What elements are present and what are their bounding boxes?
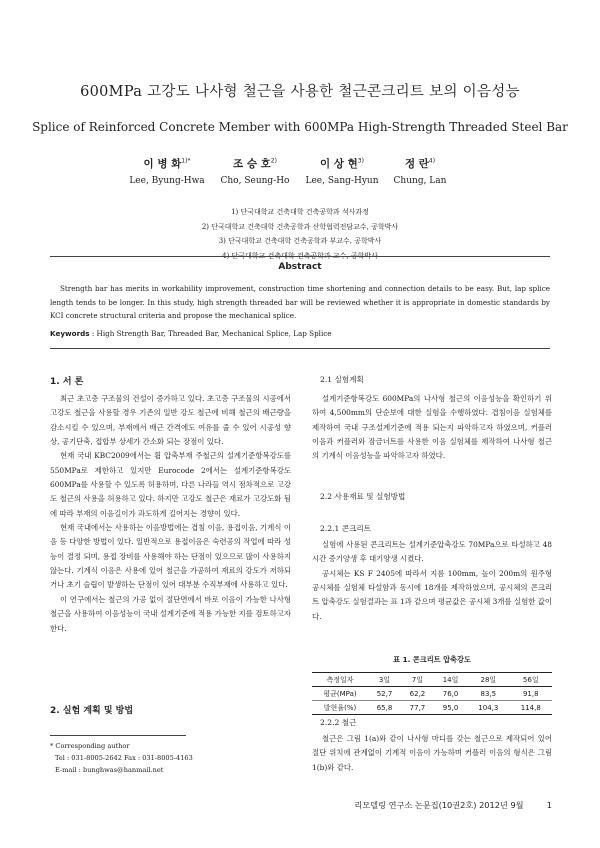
table-cell: 114,8 <box>510 701 552 715</box>
author-1-name-en: Lee, Byung-Hwa <box>129 176 205 186</box>
subsection-2-1-paragraph: 설계기준항복강도 600MPa의 나사형 철근의 이음성능을 확인하기 위하여 4,500mm의 단순보에 대한 실험을 수행하였다. 겹침이음 실험체를 제작하여 국내 구조설계기준에 적용 되는지 파악하고자 하였으며, 커플러 이음과 커플러와 잠금너트를 사용한 이음 실험체를 제작하여 나사형 철근의 기계식 이음성능을 파악하고자 하였다. <box>312 394 552 461</box>
keywords-text: : High Strength Bar, Threaded Bar, Mechanical Splice, Lap Splice <box>89 329 332 338</box>
table-row <box>312 687 552 701</box>
table-header-row <box>312 673 552 687</box>
abstract-heading: Abstract <box>278 262 322 272</box>
table-row <box>312 701 552 715</box>
subsection-2-2-2-heading: 2.2.2 철근 <box>320 718 357 727</box>
footnote <box>50 740 290 776</box>
affiliation-1: 1) 단국대학교 건축대학 건축공학과 석사과정 <box>231 208 369 216</box>
author-3-name-en: Lee, Sang-Hyun <box>305 176 379 186</box>
table-cell: 91,8 <box>510 687 552 701</box>
table-cell: 평균(MPa) <box>312 687 368 701</box>
subsection-2-2-1-heading: 2.2.1 콘크리트 <box>320 524 372 533</box>
author-3-mark: 3) <box>357 157 364 165</box>
subsection-2-2-2-paragraph: 철근은 그림 1(a)와 같이 나사형 마디를 갖는 철근으로 제작되어 있어 절단 위치에 관계없이 기계적 이음이 가능하며 커플러 이음의 형식은 그림 1(b)와 같다. <box>312 734 552 772</box>
table-cell: 83,5 <box>467 687 509 701</box>
table-cell: 77,7 <box>401 701 434 715</box>
section-2-heading: 2. 실험 계획 및 방법 <box>50 706 134 716</box>
subsection-2-1-heading: 2.1 실험계획 <box>320 375 364 384</box>
keywords <box>50 329 550 338</box>
table-cell: 65,8 <box>368 701 401 715</box>
subsection-2-2-1-paragraph: 실험에 사용된 콘크리트는 설계기준압축강도 70MPa으로 타설하고 48시간 증기양생 후 대기양생 시켰다. <box>312 540 552 564</box>
author-2-name-ko: 조 승 호 <box>233 158 271 170</box>
table-cell: 62,2 <box>401 687 434 701</box>
author-4 <box>370 156 470 186</box>
page-number: 1 <box>546 800 552 810</box>
subsection-2-1-body <box>312 392 552 464</box>
table-header-cell: 14일 <box>434 673 467 687</box>
abstract-top-rule <box>50 256 550 257</box>
table-1-caption: 표 1. 콘크리트 압축강도 <box>393 655 471 664</box>
affiliation-3: 3) 단국대학교 건축대학 건축공학과 부교수, 공학박사 <box>218 237 382 245</box>
table-cell: 76,0 <box>434 687 467 701</box>
table-cell: 발현율(%) <box>312 701 368 715</box>
subsection-2-2-1-body <box>312 538 552 624</box>
author-3-name-ko: 이 상 현 <box>320 158 358 170</box>
concrete-strength-table <box>312 672 552 715</box>
affiliations <box>0 205 600 263</box>
section-1-paragraph: 현재 국내 KBC2009에서는 휨 압축부재 주철근의 설계기준항복강도를 550MPa로 제한하고 있지만 Eurocode 2에서는 설계기준항복강도 600MPa를 사용할 수 있도록 허용하며, 다른 나라들 역시 점차적으로 고강도 철근의 사용을 허용하고 있다. 하지만 고강도 철근은 재료가 고강도화 됨에 따라 부재의 이음길이가 과도하게 길어지는 경향이 있다. <box>50 451 291 518</box>
section-1-body <box>50 392 291 636</box>
section-1-paragraph: 이 연구에서는 철근의 가공 없이 절단면에서 바로 이음이 가능한 나사형 철근을 사용하여 이음성능이 국내 설계기준에 적용 가능한 지를 검토하고자 한다. <box>50 594 291 633</box>
author-2-name-en: Cho, Seung-Ho <box>220 176 290 186</box>
table-cell: 52,7 <box>368 687 401 701</box>
author-4-name-ko: 정 란 <box>404 158 429 170</box>
subsection-2-2-2-body <box>312 732 552 775</box>
journal-name: 리모델링 연구소 논문집(10권2호) 2012년 9월 <box>354 800 524 810</box>
author-1-name-ko: 이 병 화 <box>143 158 182 170</box>
section-1-paragraph: 최근 초고층 구조물의 건설이 증가하고 있다. 초고층 구조물의 시공에서 고강도 철근을 사용할 경우 기존의 일반 강도 철근에 비해 철근의 배근량을 감소시킬 수 있으며, 부재에서 배근 간격에도 여유를 줄 수 있어 시공성 향상, 공기단축, 접합부 상세가 간소화 되는 장점이 있다. <box>50 394 291 447</box>
table-header-cell: 28일 <box>467 673 509 687</box>
table-cell: 104,3 <box>467 701 509 715</box>
abstract-bottom-rule <box>50 348 550 349</box>
table-cell: 95,0 <box>434 701 467 715</box>
table-header-cell: 56일 <box>510 673 552 687</box>
footnote-corresponding: * Corresponding author <box>50 742 130 750</box>
abstract-body: Strength bar has merits in workability improvement, construction time shortening and connection details to be easy. But, lap splice length tends to be longer. In this study, high strength threaded bar will be reviewed whether it is appropriate in domestic standards by KCI concrete structural criteria and propose the mechanical splice. <box>50 284 550 321</box>
table-header-cell: 3일 <box>368 673 401 687</box>
footnote-rule <box>50 735 186 736</box>
author-4-name-en: Chung, Lan <box>393 176 447 186</box>
author-2-mark: 2) <box>270 157 277 165</box>
subsection-2-2-1-paragraph: 공시체는 KS F 2405에 따라서 지름 100mm, 높이 200m의 원주형 공시체를 실험체 타설함과 동시에 18개를 제작하였으며, 공시체의 콘크리트 압축강도 실험결과는 표 1과 같으며 평균값은 공시체 3개를 실험한 값이다. <box>312 568 552 621</box>
footnote-email: E-mail : bunghwas@hanmail.net <box>55 766 164 774</box>
author-2 <box>205 156 305 186</box>
affiliation-4: 4) 단국대학교 건축대학 건축공학과 교수, 공학박사 <box>222 251 378 260</box>
section-1-paragraph: 현재 국내에서는 사용하는 이음방법에는 겹침 이음, 용접이음, 기계식 이음 등 다양한 방법이 있다. 일반적으로 용접이음은 숙련공의 작업에 따라 성능이 결정 되며, 용접 장비를 사용해야 하는 단점이 있으므로 많이 사용하지 않는다. 기계식 이음은 사용에 있어 철근을 가공하여 재료의 강도가 저하되거나 초기 슬립이 발생하는 단점이 있어 대부분 수직부재에 사용하고 있다. <box>50 523 291 590</box>
author-4-mark: 4) <box>428 157 436 165</box>
paper-title-english: Splice of Reinforced Concrete Member with 600MPa High-Strength Threaded Steel Bar <box>32 120 568 134</box>
paper-title-korean: 600MPa 고강도 나사형 철근을 사용한 철근콘크리트 보의 이음성능 <box>80 84 520 100</box>
table-header-cell: 7일 <box>401 673 434 687</box>
footnote-phone: Tel : 031-8005-2642 Fax : 031-8005-4163 <box>55 754 193 762</box>
table-header-cell: 측정일자 <box>312 673 368 687</box>
section-1-heading: 1. 서 론 <box>50 377 84 387</box>
author-1 <box>117 156 217 186</box>
author-1-mark: 1)* <box>181 157 191 165</box>
subsection-2-2-heading: 2.2 사용재료 및 실험방법 <box>320 492 406 501</box>
affiliation-2: 2) 단국대학교 건축대학 건축공학과 산학협력전담교수, 공학박사 <box>201 222 399 231</box>
keywords-label: Keywords <box>50 329 90 338</box>
page-footer <box>300 800 552 811</box>
